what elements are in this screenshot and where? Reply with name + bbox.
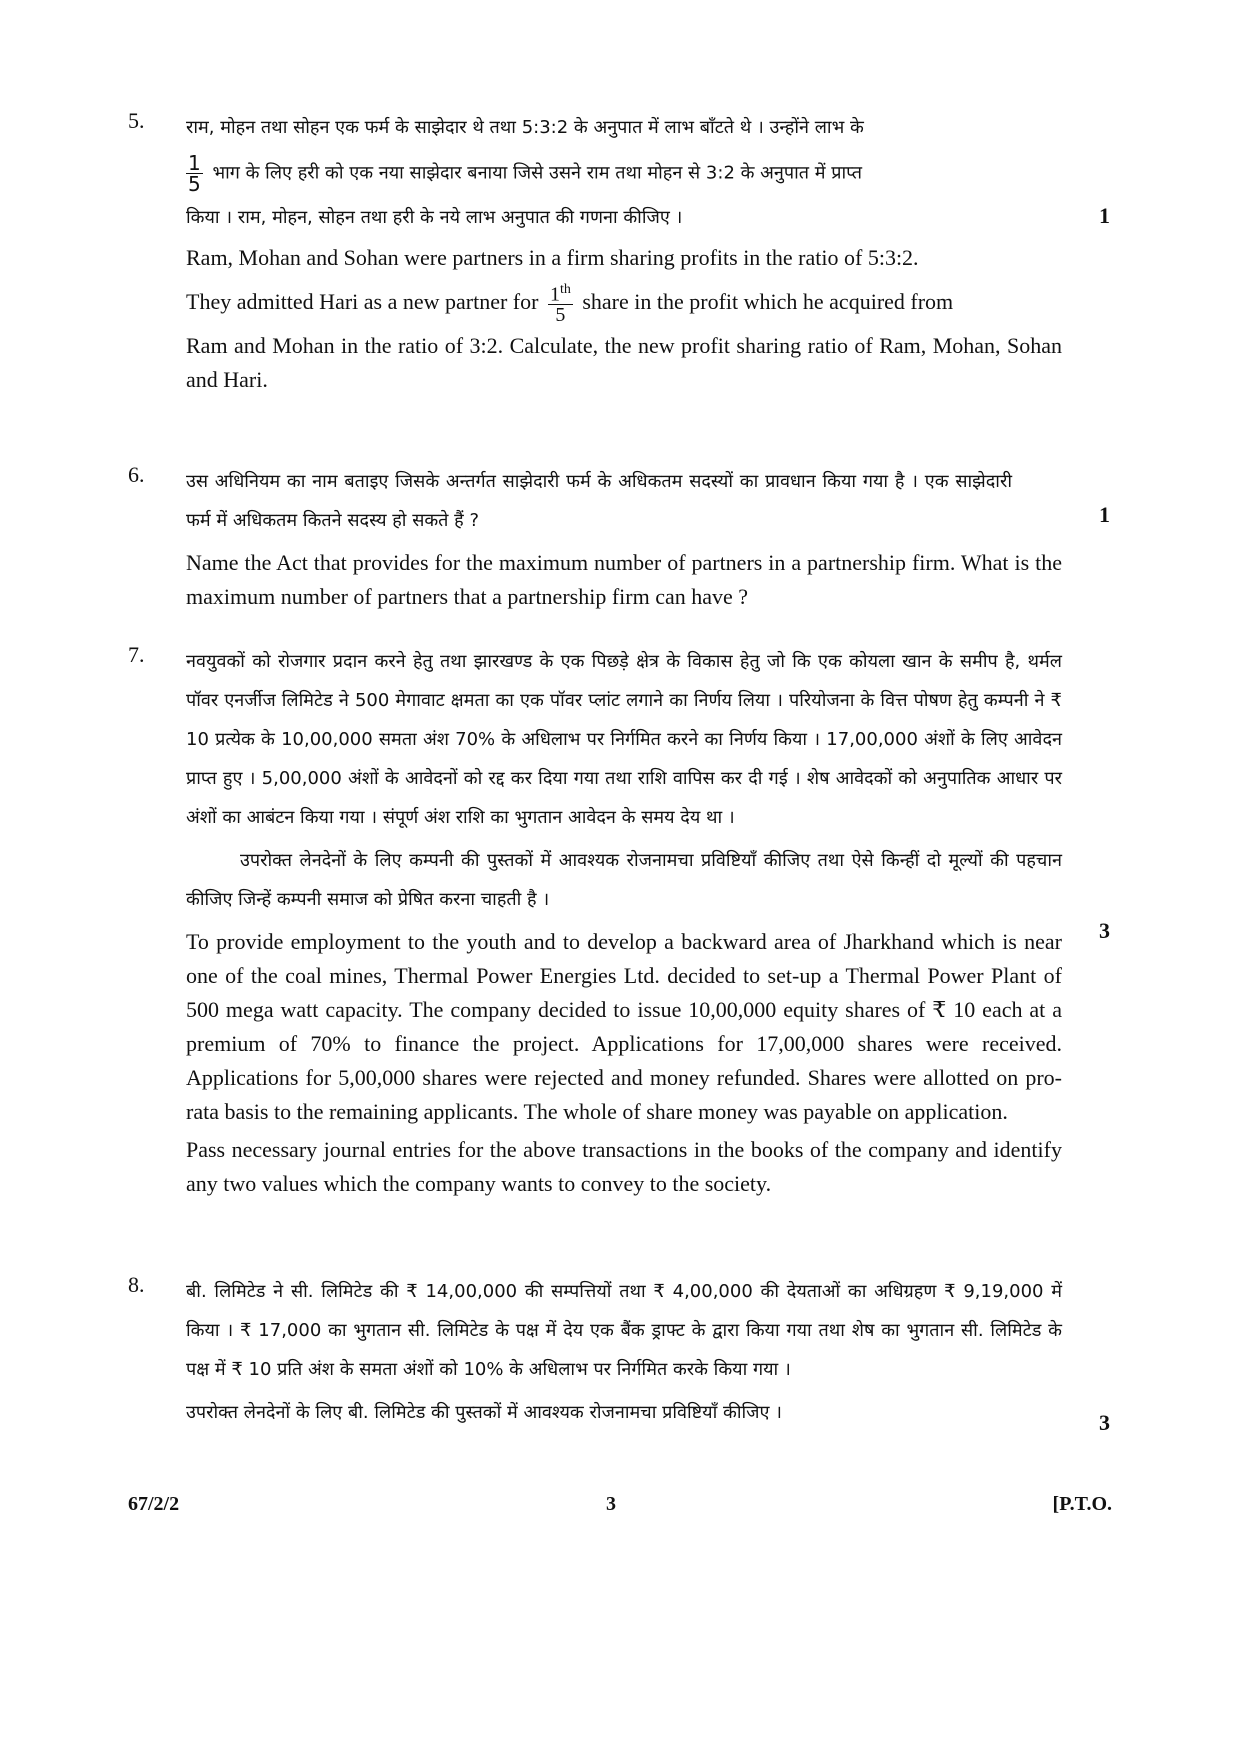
hindi-text bbox=[186, 108, 1062, 147]
hindi-text bbox=[186, 153, 1062, 194]
marks: 1 bbox=[1099, 502, 1110, 527]
hindi-text: उस अधिनियम का नाम बताइए जिसके अन्तर्गत साझेदारी फर्म के अधिकतम सदस्यों का प्रावधान किया गया है । एक साझेदारी फर्म में अधिकतम कितने सदस्य हो सकते हैं ? bbox=[186, 471, 1012, 531]
english-text: To provide employment to the youth and to develop a backward area of Jharkhand which is near one of the coal mines, Thermal Power Energies Ltd. decided to set-up a Thermal Power Plant of 500 mega watt capacity. The company decided to issue 10,00,000 equity shares of ₹ 10 each at a premium of 70% to finance the project. Applications for 17,00,000 shares were received. Applications for 5,00,000 shares were rejected and money refunded. Shares were allotted on pro-rata basis to the remaining applicants. The whole of share money was payable on application. bbox=[186, 929, 1062, 1124]
fraction bbox=[548, 283, 573, 326]
question-body bbox=[186, 108, 1062, 397]
hindi-text: उपरोक्त लेनदेनों के लिए कम्पनी की पुस्तकों में आवश्यक रोजनामचा प्रविष्टियाँ कीजिए तथा ऐसे किन्हीं दो मूल्यों की पहचान कीजिए जिन्हें कम्पनी समाज को प्रेषित करना चाहती है । bbox=[186, 850, 1062, 910]
hindi-text: नवयुवकों को रोजगार प्रदान करने हेतु तथा झारखण्ड के एक पिछड़े क्षेत्र के विकास हेतु जो कि एक कोयला खान के समीप है, थर्मल पॉवर एनर्जीज लिमिटेड ने 500 मेगावाट क्षमता का एक पॉवर प्लांट लगाने का निर्णय लिया । परियोजना के वित्त पोषण हेतु कम्पनी ने ₹ 10 प्रत्येक के 10,00,000 समता अंश 70% के अधिलाभ पर निर्गमित करने का निर्णय किया । 17,00,000 अंशों के लिए आवेदन प्राप्त हुए । 5,00,000 अंशों के आवेदनों को रद्द कर दिया गया तथा राशि वापिस कर दी गई । शेष आवेदकों को अनुपातिक आधार पर अंशों का आबंटन किया गया । संपूर्ण अंश राशि का भुगतान आवेदन के समय देय था । bbox=[186, 651, 1062, 828]
hindi-line: किया । राम, मोहन, सोहन तथा हरी के नये लाभ अनुपात की गणना कीजिए । bbox=[186, 207, 683, 228]
pto-label: [P.T.O. bbox=[1052, 1493, 1112, 1515]
fraction-superscript: th bbox=[559, 281, 571, 297]
question-number: 8. bbox=[128, 1272, 145, 1297]
question-body bbox=[186, 642, 1062, 1201]
fraction-numerator bbox=[548, 283, 573, 305]
english-text: Name the Act that provides for the maximum number of partners in a partnership firm. What is the maximum number of partners that a partnership firm can have ? bbox=[186, 550, 1062, 609]
english-segment: They admitted Hari as a new partner for bbox=[186, 289, 539, 314]
marks: 1 bbox=[1099, 203, 1110, 228]
question-body bbox=[186, 462, 1062, 614]
marks: 3 bbox=[1099, 1410, 1110, 1435]
marks: 3 bbox=[1099, 918, 1110, 943]
question-number: 7. bbox=[128, 642, 145, 667]
hindi-text bbox=[186, 198, 1062, 237]
page-number: 3 bbox=[606, 1493, 616, 1515]
english-text: Ram, Mohan and Sohan were partners in a firm sharing profits in the ratio of 5:3:2. bbox=[186, 245, 919, 270]
hindi-line: राम, मोहन तथा सोहन एक फर्म के साझेदार थे तथा 5:3:2 के अनुपात में लाभ बाँटते थे । उन्होंने लाभ के bbox=[186, 117, 864, 138]
question-number: 6. bbox=[128, 462, 145, 487]
fraction bbox=[186, 153, 203, 194]
hindi-text: बी. लिमिटेड ने सी. लिमिटेड की ₹ 14,00,000 की सम्पत्तियों तथा ₹ 4,00,000 की देयताओं का अधिग्रहण ₹ 9,19,000 में किया । ₹ 17,000 का भुगतान सी. लिमिटेड के पक्ष में देय एक बैंक ड्राफ्ट के द्वारा किया गया तथा शेष का भुगतान सी. लिमिटेड के पक्ष में ₹ 10 प्रति अंश के समता अंशों को 10% के अधिलाभ पर निर्गमित करके किया गया । bbox=[186, 1281, 1062, 1380]
fraction-denominator: 5 bbox=[548, 304, 573, 325]
english-segment: share in the profit which he acquired from bbox=[582, 289, 954, 314]
english-text: Pass necessary journal entries for the above transactions in the books of the company and identify any two values which the company wants to convey to the society. bbox=[186, 1137, 1062, 1196]
fraction-numerator-value: 1 bbox=[549, 283, 560, 306]
question-body bbox=[186, 1272, 1062, 1432]
fraction-numerator: 1 bbox=[188, 151, 201, 175]
english-text bbox=[186, 277, 1062, 327]
paper-code: 67/2/2 bbox=[128, 1493, 180, 1515]
hindi-line: भाग के लिए हरी को एक नया साझेदार बनाया जिसे उसने राम तथा मोहन से 3:2 के अनुपात में प्राप्त bbox=[212, 162, 862, 184]
question-number: 5. bbox=[128, 108, 145, 133]
fraction-denominator: 5 bbox=[188, 172, 201, 196]
hindi-text: उपरोक्त लेनदेनों के लिए बी. लिमिटेड की पुस्तकों में आवश्यक रोजनामचा प्रविष्टियाँ कीजिए । bbox=[186, 1402, 782, 1423]
english-text: Ram and Mohan in the ratio of 3:2. Calculate, the new profit sharing ratio of Ram, Mohan, Sohan and Hari. bbox=[186, 333, 1062, 392]
